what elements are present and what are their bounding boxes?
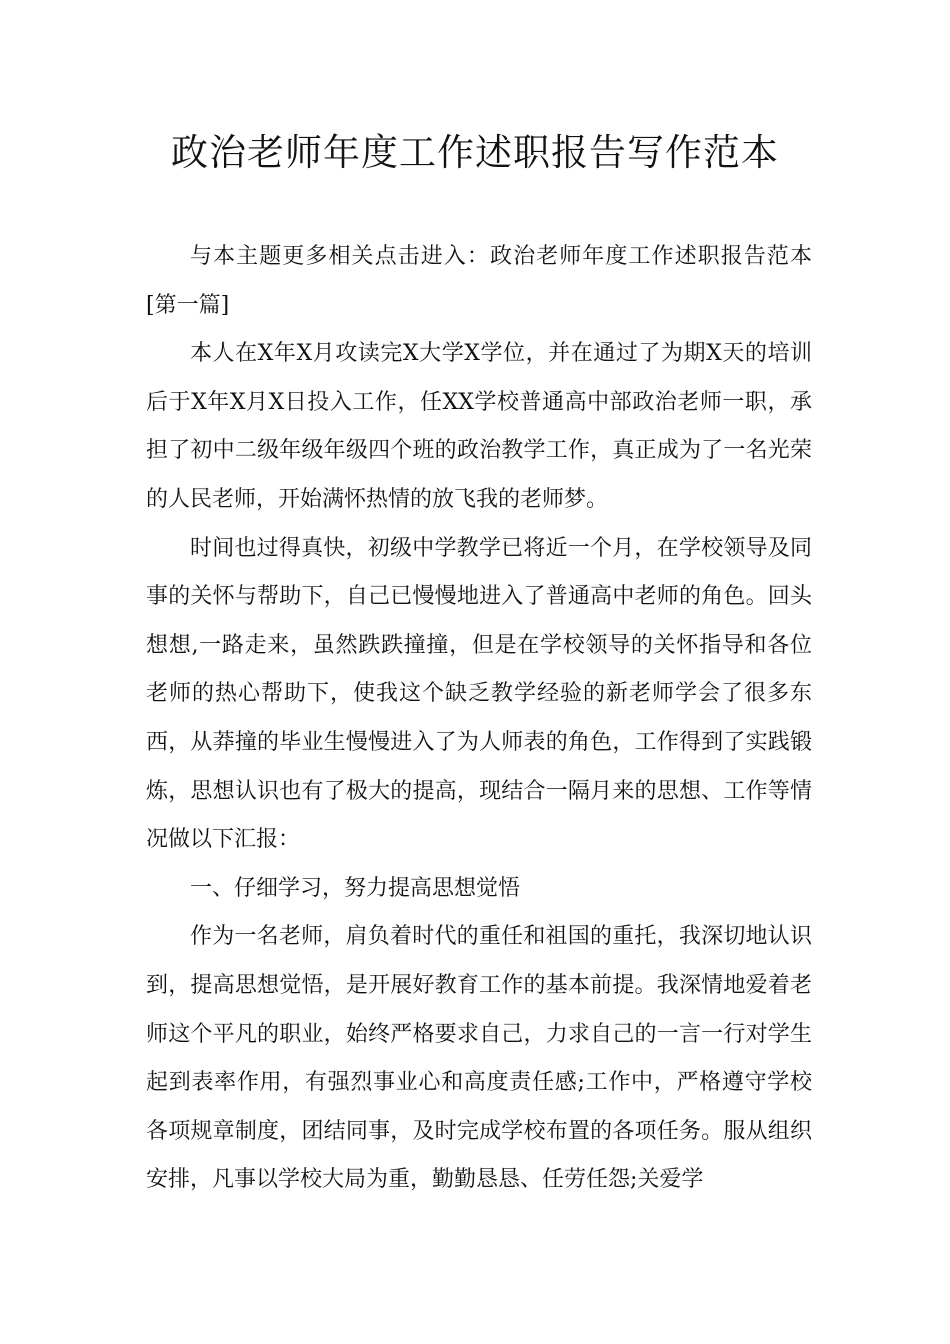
paragraph-section-1: 作为一名老师，肩负着时代的重任和祖国的重托，我深切地认识到，提高思想觉悟，是开展好教育工作的基本前提。我深情地爱着老师这个平凡的职业，始终严格要求自己，力求自己的一言一行对学生起到表率作用，有强烈事业心和高度责任感;工作中，严格遵守学校各项规章制度，团结同事，及时完成学校布置的各项任务。服从组织安排，凡事以学校大局为重，勤勤恳恳、任劳任怨;关爱学 [146, 924, 812, 1193]
document-title: 政治老师年度工作述职报告写作范本 [171, 131, 779, 174]
paragraph-related-link: 与本主题更多相关点击进入：政治老师年度工作述职报告范本[第一篇] [146, 244, 812, 318]
document-body [146, 233, 812, 1205]
paragraph-introduction: 本人在X年X月攻读完X大学X学位，并在通过了为期X天的培训后于X年X月X日投入工作，任XX学校普通高中部政治老师一职，承担了初中二级年级年级四个班的政治教学工作，真正成为了一名光荣的人民老师，开始满怀热情的放飞我的老师梦。 [146, 341, 812, 512]
section-heading-1: 一、仔细学习，努力提高思想觉悟 [190, 875, 521, 901]
paragraph-reflection: 时间也过得真快，初级中学教学已将近一个月，在学校领导及同事的关怀与帮助下，自己已慢慢地进入了普通高中老师的角色。回头想想,一路走来，虽然跌跌撞撞，但是在学校领导的关怀指导和各位老师的热心帮助下，使我这个缺乏教学经验的新老师学会了很多东西，从莽撞的毕业生慢慢进入了为人师表的角色，工作得到了实践锻炼，思想认识也有了极大的提高，现结合一隔月来的思想、工作等情况做以下汇报： [146, 535, 812, 853]
